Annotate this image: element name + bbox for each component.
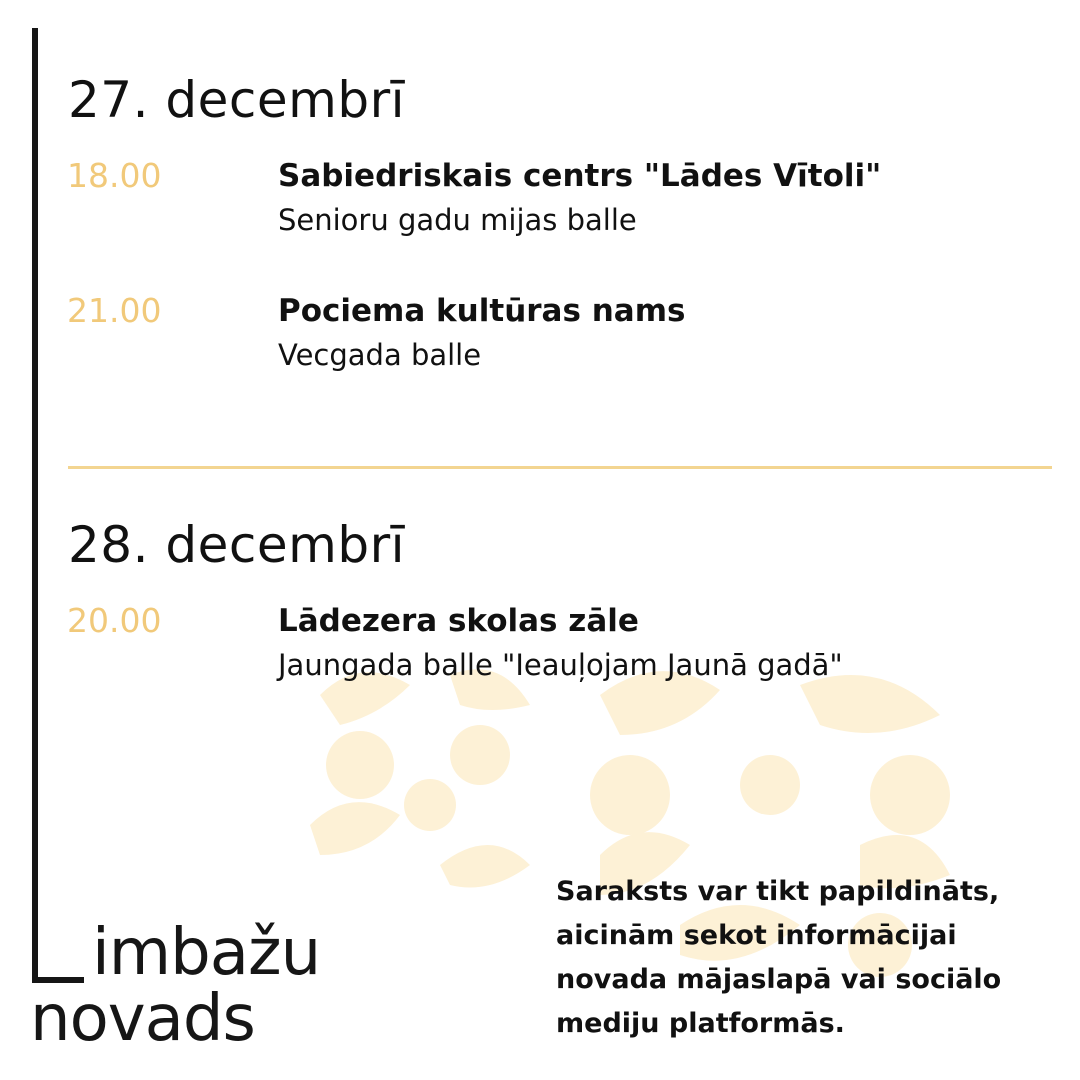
event-description: Jaungada balle "Ieauļojam Jaunā gadā" (278, 648, 843, 682)
section-divider (68, 466, 1052, 469)
day-heading-28: 28. decembrī (68, 516, 406, 574)
event-description: Senioru gadu mijas balle (278, 203, 637, 237)
event-item (0, 290, 1080, 380)
event-item (0, 155, 1080, 245)
event-description: Vecgada balle (278, 338, 482, 372)
event-time: 20.00 (67, 601, 162, 640)
event-venue: Pociema kultūras nams (278, 293, 686, 329)
event-time: 18.00 (67, 156, 162, 195)
event-time: 21.00 (67, 291, 162, 330)
logo-text-line2: novads (30, 982, 255, 1056)
event-item (0, 600, 1080, 690)
limbazu-novads-logo (30, 915, 370, 1065)
event-venue: Lādezera skolas zāle (278, 603, 639, 639)
logo-l-corner (32, 915, 84, 983)
schedule-note: Saraksts var tikt papildināts, aicinām sekot informācijai novada mājaslapā vai sociālo mediju platformās. (556, 876, 1002, 1039)
logo-text-line1: imbažu (92, 916, 321, 990)
day-heading-27: 27. decembrī (68, 71, 406, 129)
event-venue: Sabiedriskais centrs "Lādes Vītoli" (278, 158, 882, 194)
